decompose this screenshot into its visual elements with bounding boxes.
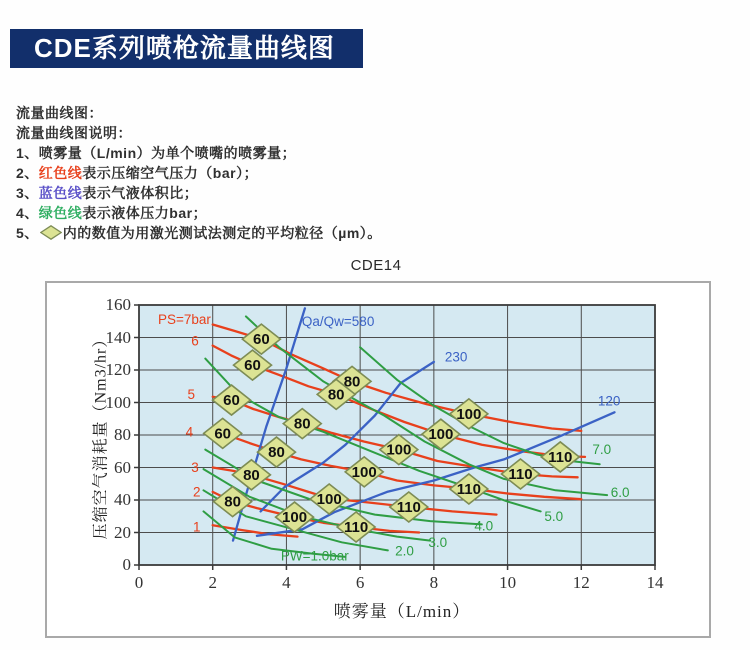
- particle-size-value: 80: [268, 444, 285, 462]
- y-tick-label: 140: [105, 327, 131, 347]
- y-tick-label: 0: [122, 555, 131, 574]
- curve-label: PW=1.0bar: [280, 548, 349, 564]
- curve-label: 6.0: [610, 485, 630, 501]
- curve-label: 4.0: [474, 518, 494, 534]
- y-tick-label: 120: [105, 360, 131, 379]
- y-tick-label: 60: [114, 457, 131, 477]
- x-tick-label: 10: [499, 573, 517, 592]
- particle-size-value: 60: [244, 357, 261, 375]
- y-tick-label: 100: [105, 392, 131, 412]
- particle-size-value: 100: [351, 463, 377, 481]
- particle-size-value: 60: [253, 331, 270, 349]
- note-heading-2: 流量曲线图说明：: [16, 125, 132, 141]
- x-tick-label: 12: [572, 573, 590, 592]
- curve-label: 120: [597, 393, 621, 409]
- curve-label: 1: [193, 519, 201, 535]
- particle-size-value: 80: [243, 466, 260, 484]
- blue-line-keyword: 蓝色线: [38, 185, 83, 201]
- curve-label: 3.0: [428, 534, 448, 550]
- plot-area: [139, 305, 655, 565]
- particle-size-value: 110: [456, 480, 481, 498]
- particle-size-value: 80: [343, 373, 361, 391]
- curve-label: PS=7bar: [157, 312, 211, 328]
- particle-size-value: 110: [548, 448, 573, 466]
- x-tick-label: 2: [208, 573, 217, 592]
- page-title: CDE系列喷枪流量曲线图: [34, 33, 335, 63]
- particle-size-value: 100: [386, 441, 412, 459]
- particle-size-value: 100: [456, 405, 482, 423]
- curve-label: 230: [444, 349, 468, 365]
- particle-size-value: 80: [293, 415, 311, 433]
- note-heading-1: 流量曲线图：: [16, 105, 103, 121]
- y-axis-title: 压缩空气消耗量（Nm3/hr）: [92, 330, 110, 540]
- particle-size-value: 80: [327, 386, 345, 404]
- x-axis-title: 喷雾量（L/min）: [333, 602, 471, 621]
- x-tick-label: 6: [355, 573, 365, 592]
- note-item-3: 3、蓝色线表示气液体积比；: [16, 185, 199, 201]
- note-item-1: 1、喷雾量（L/min）为单个喷嘴的喷雾量；: [16, 145, 297, 161]
- particle-size-value: 60: [223, 392, 240, 410]
- particle-size-value: 110: [396, 498, 421, 516]
- y-tick-label: 20: [114, 522, 131, 542]
- note-item-4: 4、绿色线表示液体压力bar；: [16, 205, 208, 221]
- curve-label: 5.0: [544, 508, 564, 524]
- curve-label: Qa/Qw=580: [301, 313, 375, 329]
- particle-size-value: 100: [282, 509, 308, 527]
- curve-label: 5: [187, 386, 196, 402]
- particle-size-value: 60: [214, 425, 232, 443]
- green-line-keyword: 绿色线: [38, 205, 83, 221]
- curve-label: 3: [191, 460, 199, 475]
- y-tick-label: 40: [114, 490, 131, 509]
- particle-size-value: 80: [224, 493, 241, 511]
- y-tick-label: 80: [114, 425, 131, 444]
- particle-size-value: 100: [316, 491, 342, 509]
- y-tick-label: 160: [105, 295, 131, 314]
- curve-label: 4: [185, 424, 194, 440]
- curve-label: 2: [193, 484, 201, 500]
- x-tick-label: 14: [646, 573, 664, 592]
- x-tick-label: 8: [429, 573, 439, 592]
- x-tick-label: 0: [134, 573, 144, 592]
- particle-size-value: 100: [428, 426, 454, 444]
- note-item-2: 2、红色线表示压缩空气压力（bar）；: [16, 165, 259, 181]
- diamond-marker-icon: [40, 225, 62, 240]
- particle-size-value: 110: [508, 466, 533, 483]
- title-banner: [10, 29, 363, 68]
- curve-label: 6: [191, 333, 199, 349]
- curve-label: 7.0: [592, 442, 612, 458]
- chart-container: [45, 281, 711, 638]
- red-line-keyword: 红色线: [38, 165, 83, 181]
- note-item-5: 5、 内的数值为用激光测试法测定的平均粒径（µm）。: [16, 225, 382, 241]
- x-tick-label: 4: [282, 573, 291, 592]
- curve-label: 2.0: [395, 543, 414, 559]
- notes-block: [16, 103, 382, 243]
- particle-size-value: 110: [343, 518, 369, 536]
- chart-title: CDE14: [350, 257, 402, 274]
